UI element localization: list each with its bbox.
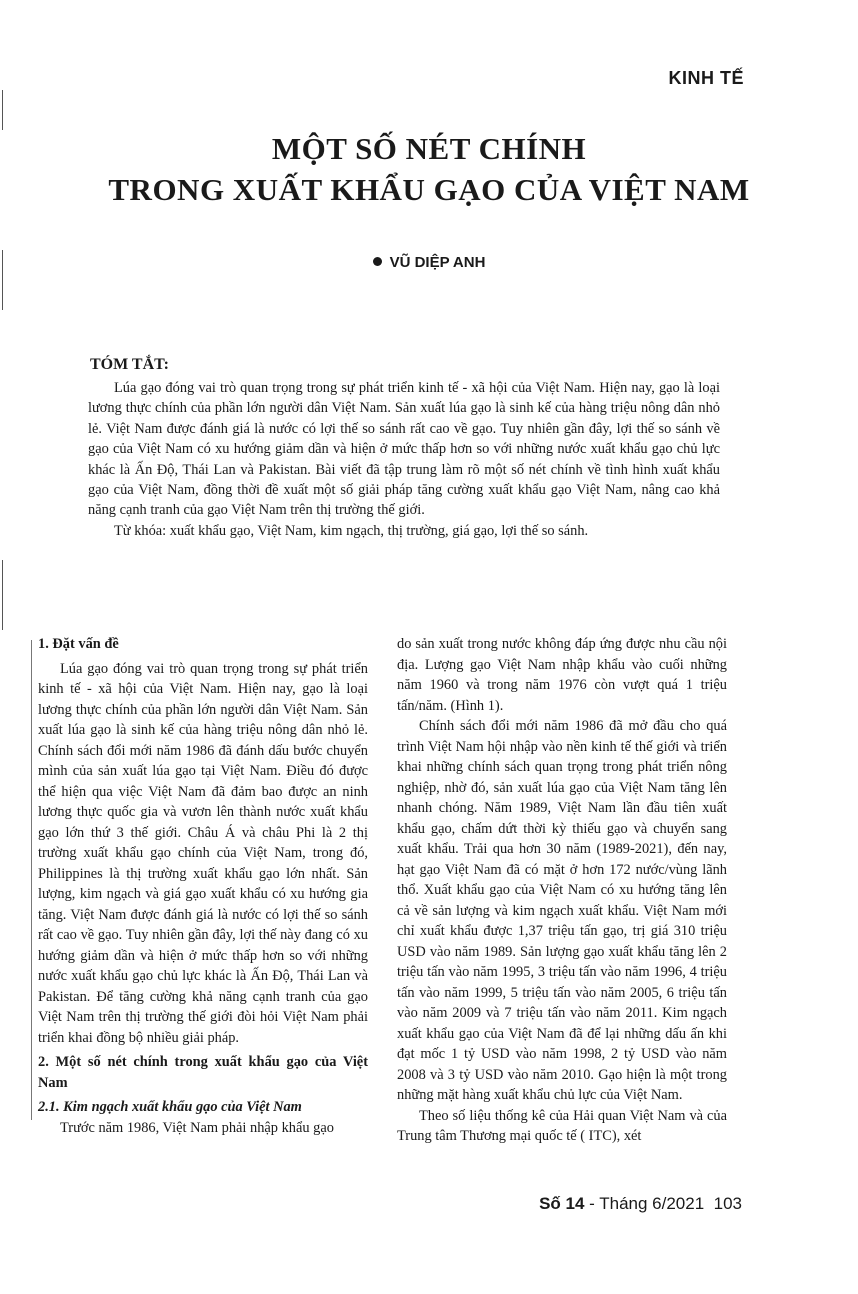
- title-line-1: MỘT SỐ NÉT CHÍNH: [271, 131, 587, 166]
- right-column: [397, 634, 727, 1147]
- issue-date: - Tháng 6/2021: [584, 1194, 705, 1213]
- section-2-1-body: Trước năm 1986, Việt Nam phải nhập khẩu gạo: [60, 1119, 334, 1136]
- abstract-keywords: Từ khóa: xuất khẩu gạo, Việt Nam, kim ngạch, thị trường, giá gạo, lợi thế so sánh.: [114, 522, 589, 539]
- right-paragraph-3: Theo số liệu thống kê của Hải quan Việt Nam và của Trung tâm Thương mại quốc tế ( ITC), xét: [397, 1107, 727, 1144]
- article-title: [40, 128, 818, 210]
- scan-edge-mark: [2, 90, 3, 130]
- bullet-icon: [373, 257, 382, 266]
- section-label: KINH TẾ: [668, 68, 744, 88]
- author-name: VŨ DIỆP ANH: [389, 254, 486, 271]
- scan-edge-mark: [2, 250, 3, 310]
- abstract-heading: TÓM TẮT:: [90, 356, 169, 373]
- abstract-block: [88, 378, 720, 541]
- section-1-heading: 1. Đặt vấn đề: [38, 636, 119, 652]
- right-paragraph-1: do sản xuất trong nước không đáp ứng được nhu cầu nội địa. Lượng gạo Việt Nam nhập khẩu vào cuối những năm 1960 và trong năm 1976 còn vượt quá 1 triệu tấn/năm. (Hình 1).: [397, 636, 727, 714]
- right-paragraph-2: Chính sách đổi mới năm 1986 đã mở đầu cho quá trình Việt Nam hội nhập vào nền kinh tế thế giới và triển khai những chính sách quan trọng trong phát triển nông nghiệp, nhờ đó, sản xuất lúa gạo của Việt Nam tăng lên nhanh chóng. Năm 1989, Việt Nam lần đầu tiên xuất khẩu gạo, chấm dứt thời kỳ thiếu gạo và chuyển sang xuất khẩu. Trải qua hơn 30 năm (1989-2021), đến nay, hạt gạo Việt Nam đã có mặt ở hơn 172 nước/vùng lãnh thổ. Xuất khẩu gạo của Việt Nam có xu hướng tăng lên cả về sản lượng và kim ngạch xuất khẩu. Việt Nam mới chỉ xuất khẩu được 1,37 triệu tấn gạo, trị giá 310 triệu USD vào năm 1989. Sản lượng gạo xuất khẩu tăng lên 2 triệu tấn vào năm 1995, 3 triệu tấn vào năm 1996, 4 triệu tấn vào năm 1999, 5 triệu tấn vào năm 2005, 6 triệu tấn vào năm 2009 và 7 triệu tấn vào năm 2011. Kim ngạch xuất khẩu gạo của Việt Nam đã để lại những dấu ấn khi đạt mốc 1 tỷ USD vào năm 1998, 2 tỷ USD vào năm 2008 và 3 tỷ USD vào năm 2010. Gạo hiện là một trong những mặt hàng xuất khẩu chủ lực của Việt Nam.: [397, 718, 727, 1103]
- column-margin-line: [31, 640, 32, 1120]
- section-1-body: Lúa gạo đóng vai trò quan trọng trong sự phát triển kinh tế - xã hội của Việt Nam. Hiện nay, gạo là loại lương thực chính của phần lớn người dân Việt Nam. Sản xuất lúa gạo là sinh kế của hàng triệu nông dân nhỏ lẻ. Chính sách đổi mới năm 1986 đã đánh dấu bước chuyển mình của sản xuất lúa gạo tại Việt Nam. Điều đó được thể hiện qua việc Việt Nam đã đảm bao được an ninh lương thực quốc gia và vươn lên thành nước xuất khẩu gạo lớn thứ 3 thế giới. Châu Á và châu Phi là 2 thị trường xuất khẩu gạo chính của Việt Nam, trong đó, Philippines là thị trường xuất khẩu gạo lớn nhất. Sản lượng, kim ngạch và giá gạo xuất khẩu có xu hướng gia tăng. Việt Nam được đánh giá là nước có lợi thế so sánh rất cao về gạo. Tuy nhiên gần đây, lợi thế này đang có xu hướng giảm dần và hiện ở mức thấp hơn so với những nước xuất khẩu gạo chủ lực khác là Ấn Độ, Thái Lan và Pakistan. Để tăng cường khả năng cạnh tranh của gạo Việt Nam trên thị trường thế giới đòi hỏi Việt Nam phải triển khai đồng bộ nhiều giải pháp.: [38, 660, 368, 1046]
- left-column: [38, 634, 368, 1138]
- author-byline: [300, 254, 558, 271]
- scan-edge-mark: [2, 560, 3, 630]
- title-line-2: TRONG XUẤT KHẨU GẠO CỦA VIỆT NAM: [108, 172, 750, 207]
- issue-number: Số 14: [539, 1194, 585, 1213]
- section-2-1-heading: 2.1. Kim ngạch xuất khẩu gạo của Việt Nam: [38, 1099, 302, 1115]
- page-number: 103: [713, 1194, 742, 1213]
- abstract-body: Lúa gạo đóng vai trò quan trọng trong sự phát triển kinh tế - xã hội của Việt Nam. Hiện nay, gạo là loại lương thực chính của phần lớn người dân Việt Nam. Sản xuất lúa gạo là sinh kế của hàng triệu nông dân nhỏ lẻ. Việt Nam được đánh giá là nước có lợi thế so sánh rất cao về gạo. Tuy nhiên gần đây, lợi thế so sánh về gạo của Việt Nam có xu hướng giảm dần và hiện ở mức thấp hơn so với những nước xuất khẩu gạo chủ lực khác là Ấn Độ, Thái Lan và Pakistan. Bài viết đã tập trung làm rõ một số nét chính về tình hình xuất khẩu gạo của Việt Nam, đồng thời đề xuất một số giải pháp tăng cường xuất khẩu gạo Việt Nam, nâng cao khả năng cạnh tranh của gạo Việt Nam trên thị trường thế giới.: [88, 380, 720, 519]
- section-2-heading: 2. Một số nét chính trong xuất khẩu gạo của Việt Nam: [38, 1054, 368, 1091]
- page-footer: [539, 1194, 742, 1214]
